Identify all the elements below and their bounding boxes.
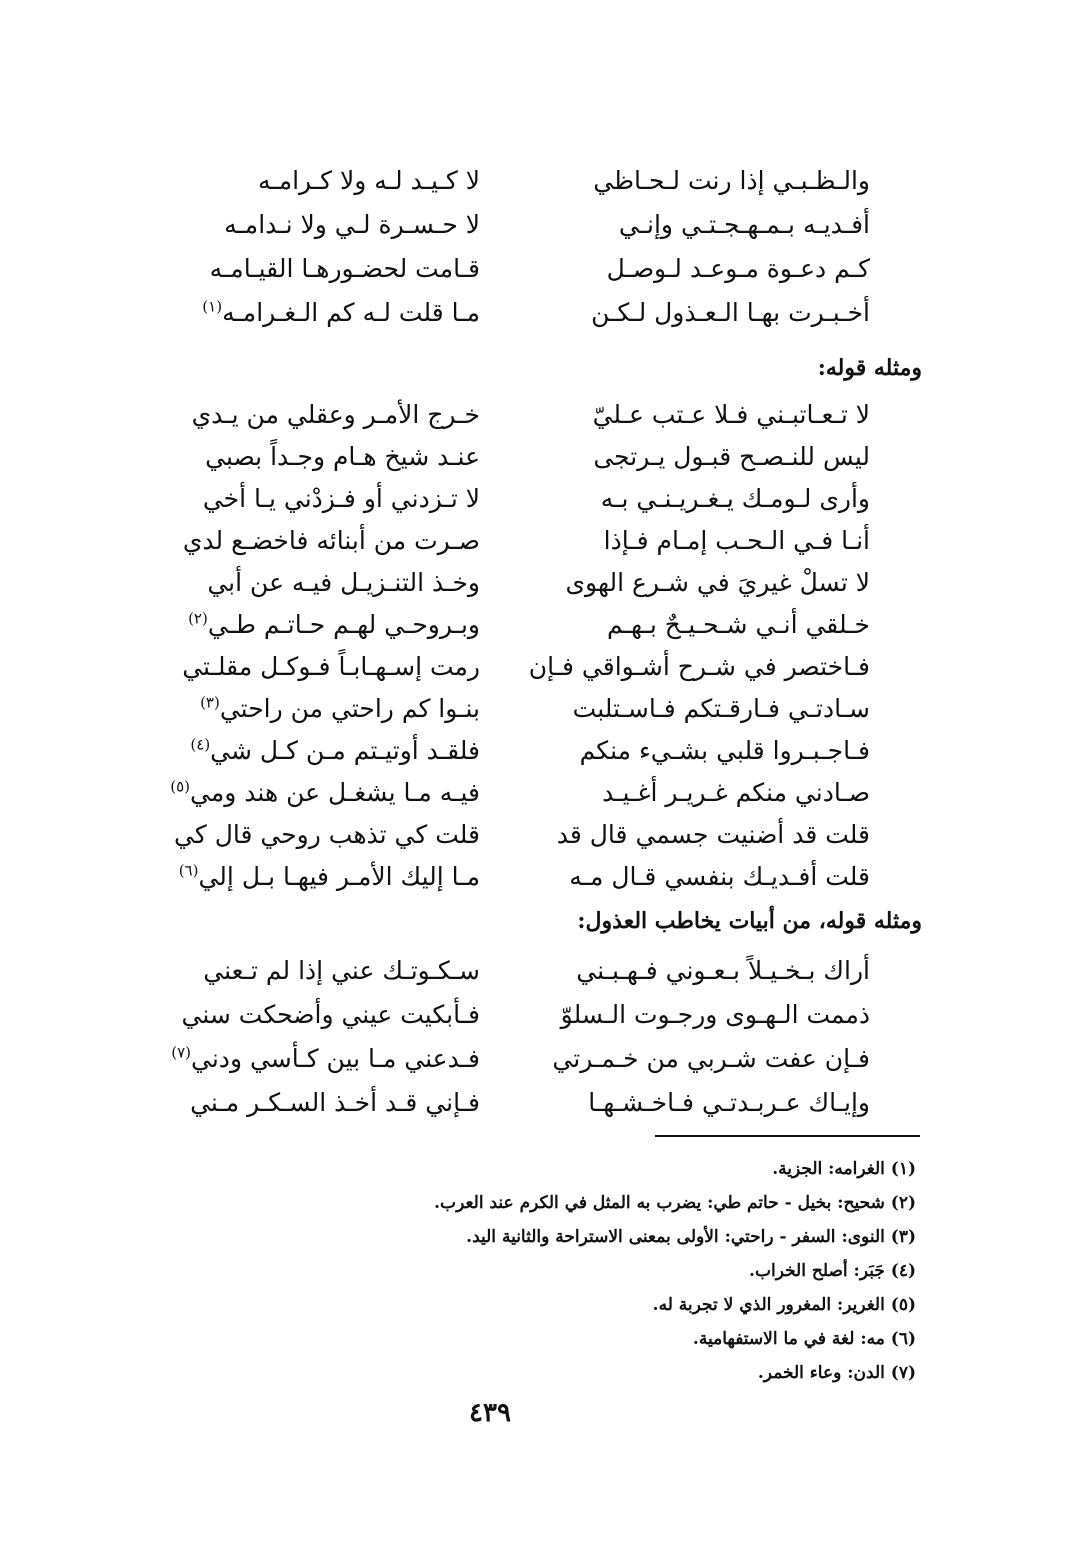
- footnote: (١) الغرامه: الجزية.: [772, 1159, 916, 1179]
- verse-second-hemistich: لا حـسـرة لـي ولا نـدامـه: [224, 210, 480, 239]
- verse-second-hemistich: [150, 292, 480, 334]
- verse-second-hemistich: خـرج الأمـر وعقلي من يـدي: [191, 400, 480, 429]
- verse-first-hemistich: أراك بـخـيـلاً بـعـوني فـهـبـني: [576, 956, 870, 985]
- page-number: ٤٣٩: [469, 1398, 511, 1428]
- poem-2: [150, 394, 920, 898]
- verse-second-hemistich: [150, 688, 480, 730]
- intro-line: ومثله قوله، من أبيات يخاطب العذول:: [577, 908, 922, 934]
- footnote-marker: (٤): [190, 735, 211, 754]
- verse-first-hemistich: وأرى لـومـك يـغـريـنـي بـه: [600, 484, 870, 513]
- poem-1: [150, 160, 920, 336]
- footnote: (٦) مه: لغة في ما الاستفهامية.: [692, 1329, 916, 1349]
- verse-first-hemistich: فـاختصر في شـرح أشـواقي فـإن: [528, 652, 870, 681]
- hemistich-text: فلقـد أوتيـتم مـن كـل شي: [210, 736, 480, 765]
- verse-row: [150, 160, 920, 204]
- verse-second-hemistich: رمت إسـهـابـاً فـوكـل مقلـتي: [182, 652, 480, 681]
- footnote-marker: (٥): [170, 777, 191, 796]
- hemistich-text: بنـوا كم راحتي من راحتي: [219, 694, 480, 723]
- verse-row: [150, 856, 920, 898]
- hemistich-text: وبـروحـي لهـم حـاتـم طـي: [207, 610, 480, 639]
- hemistich-text: مـا قلت لـه كم الـغـرامـه: [222, 298, 480, 327]
- footnote: (٢) شحيح: بخيل - حاتم طي: يضرب به المثل في الكرم عند العرب.: [434, 1193, 916, 1213]
- verse-first-hemistich: فـاجـبـروا قلبي بشـيء منكم: [579, 736, 870, 765]
- verse-second-hemistich: [150, 730, 480, 772]
- verse-row: [150, 520, 920, 562]
- verse-row: [150, 436, 920, 478]
- verse-first-hemistich: لا تسلْ غيريَ في شـرع الهوى: [565, 568, 870, 597]
- verse-second-hemistich: لا كـيـد لـه ولا كـرامـه: [257, 166, 480, 195]
- verse-first-hemistich: خـلقي أنـي شـحـيـحٌ بـهـم: [607, 610, 870, 639]
- footnote: (٤) جَبَر: أصلح الخراب.: [749, 1261, 916, 1281]
- verse-first-hemistich: وإيـاك عـربـدتـي فـاخـشـهـا: [588, 1088, 870, 1117]
- verse-second-hemistich: فـأبكيت عيني وأضحكت سني: [181, 1000, 480, 1029]
- verse-second-hemistich: قلت كي تذهب روحي قال كي: [174, 820, 480, 849]
- verse-second-hemistich: صـرت من أبنائه فاخضـع لدي: [182, 526, 480, 555]
- verse-row: [150, 604, 920, 646]
- verse-second-hemistich: سـكـوتـك عني إذا لم تـعني: [203, 956, 480, 985]
- hemistich-text: فيـه مـا يشغـل عن هند ومي: [190, 778, 480, 807]
- verse-row: [150, 772, 920, 814]
- verse-first-hemistich: قلت أفـديـك بنفسي قـال مـه: [569, 862, 870, 891]
- verse-first-hemistich: والـظـبـي إذا رنت لـحـاظي: [593, 166, 870, 195]
- verse-row: [150, 814, 920, 856]
- footnote-marker: (٧): [171, 1043, 192, 1062]
- verse-first-hemistich: كـم دعـوة مـوعـد لـوصـل: [606, 254, 870, 283]
- verse-first-hemistich: ذممت الـهـوى ورجـوت الـسلوّ: [560, 1000, 870, 1029]
- footnote-marker: (٢): [188, 609, 208, 628]
- verse-first-hemistich: لا تـعـاتبـني فـلا عـتب عـليّ: [592, 400, 870, 429]
- footnote-separator: [655, 1135, 920, 1137]
- hemistich-text: مـا إليك الأمـر فيهـا بـل إلي: [198, 862, 480, 891]
- verse-second-hemistich: عنـد شيخ هـام وجـداً بصبي: [205, 442, 480, 471]
- verse-row: [150, 950, 920, 994]
- verse-second-hemistich: [150, 1038, 480, 1080]
- footnote: (٧) الدن: وعاء الخمر.: [757, 1363, 916, 1383]
- verse-row: [150, 478, 920, 520]
- verse-first-hemistich: قلت قد أضنيت جسمي قال قد: [556, 820, 870, 849]
- hemistich-text: فـدعني مـا بين كـأسي ودني: [191, 1044, 480, 1073]
- verse-row: [150, 646, 920, 688]
- footnote-marker: (٣): [200, 693, 220, 712]
- verse-row: [150, 394, 920, 436]
- verse-first-hemistich: أنـا فـي الـحـب إمـام فـإذا: [603, 526, 870, 555]
- verse-row: [150, 204, 920, 248]
- verse-row: [150, 248, 920, 292]
- verse-second-hemistich: [150, 604, 480, 646]
- verse-row: [150, 562, 920, 604]
- footnote-marker: (١): [202, 297, 223, 316]
- verse-row: [150, 1082, 920, 1126]
- verse-row: [150, 994, 920, 1038]
- footnote: (٥) الغرير: المغرور الذي لا تجربة له.: [652, 1295, 916, 1315]
- verse-first-hemistich: ليس للنـصـح قبـول يـرتجى: [593, 442, 870, 471]
- verse-second-hemistich: لا تـزدني أو فـزدْني يـا أخي: [202, 484, 480, 513]
- poem-3: [150, 950, 920, 1126]
- verse-second-hemistich: [150, 772, 480, 814]
- verse-first-hemistich: صـادني منكم غـريـر أغـيـد: [602, 778, 870, 807]
- footnotes: [296, 1152, 916, 1390]
- verse-row: [150, 1038, 920, 1082]
- verse-second-hemistich: فـإني قـد أخـذ السـكـر مـني: [190, 1088, 480, 1117]
- footnote-marker: (٦): [178, 861, 199, 880]
- verse-second-hemistich: [150, 856, 480, 898]
- intro-line: ومثله قوله:: [817, 355, 922, 381]
- verse-row: [150, 688, 920, 730]
- verse-first-hemistich: أخـبـرت بهـا الـعـذول لـكـن: [591, 298, 870, 327]
- verse-row: [150, 730, 920, 772]
- footnote: (٣) النوى: السفر - راحتي: الأولى بمعنى الاستراحة والثانية اليد.: [466, 1227, 916, 1247]
- verse-first-hemistich: أفـديـه بـمـهـجـتـي وإنـي: [618, 210, 870, 239]
- verse-row: [150, 292, 920, 336]
- verse-second-hemistich: قـامت لحضـورهـا القيـامـه: [209, 254, 480, 283]
- verse-first-hemistich: سـادتـي فـارقـتكم فـاسـتلبت: [572, 694, 870, 723]
- verse-second-hemistich: وخـذ التنـزيـل فيـه عن أبي: [207, 568, 480, 597]
- verse-first-hemistich: فـإن عفت شـربي من خـمـرتي: [552, 1044, 870, 1073]
